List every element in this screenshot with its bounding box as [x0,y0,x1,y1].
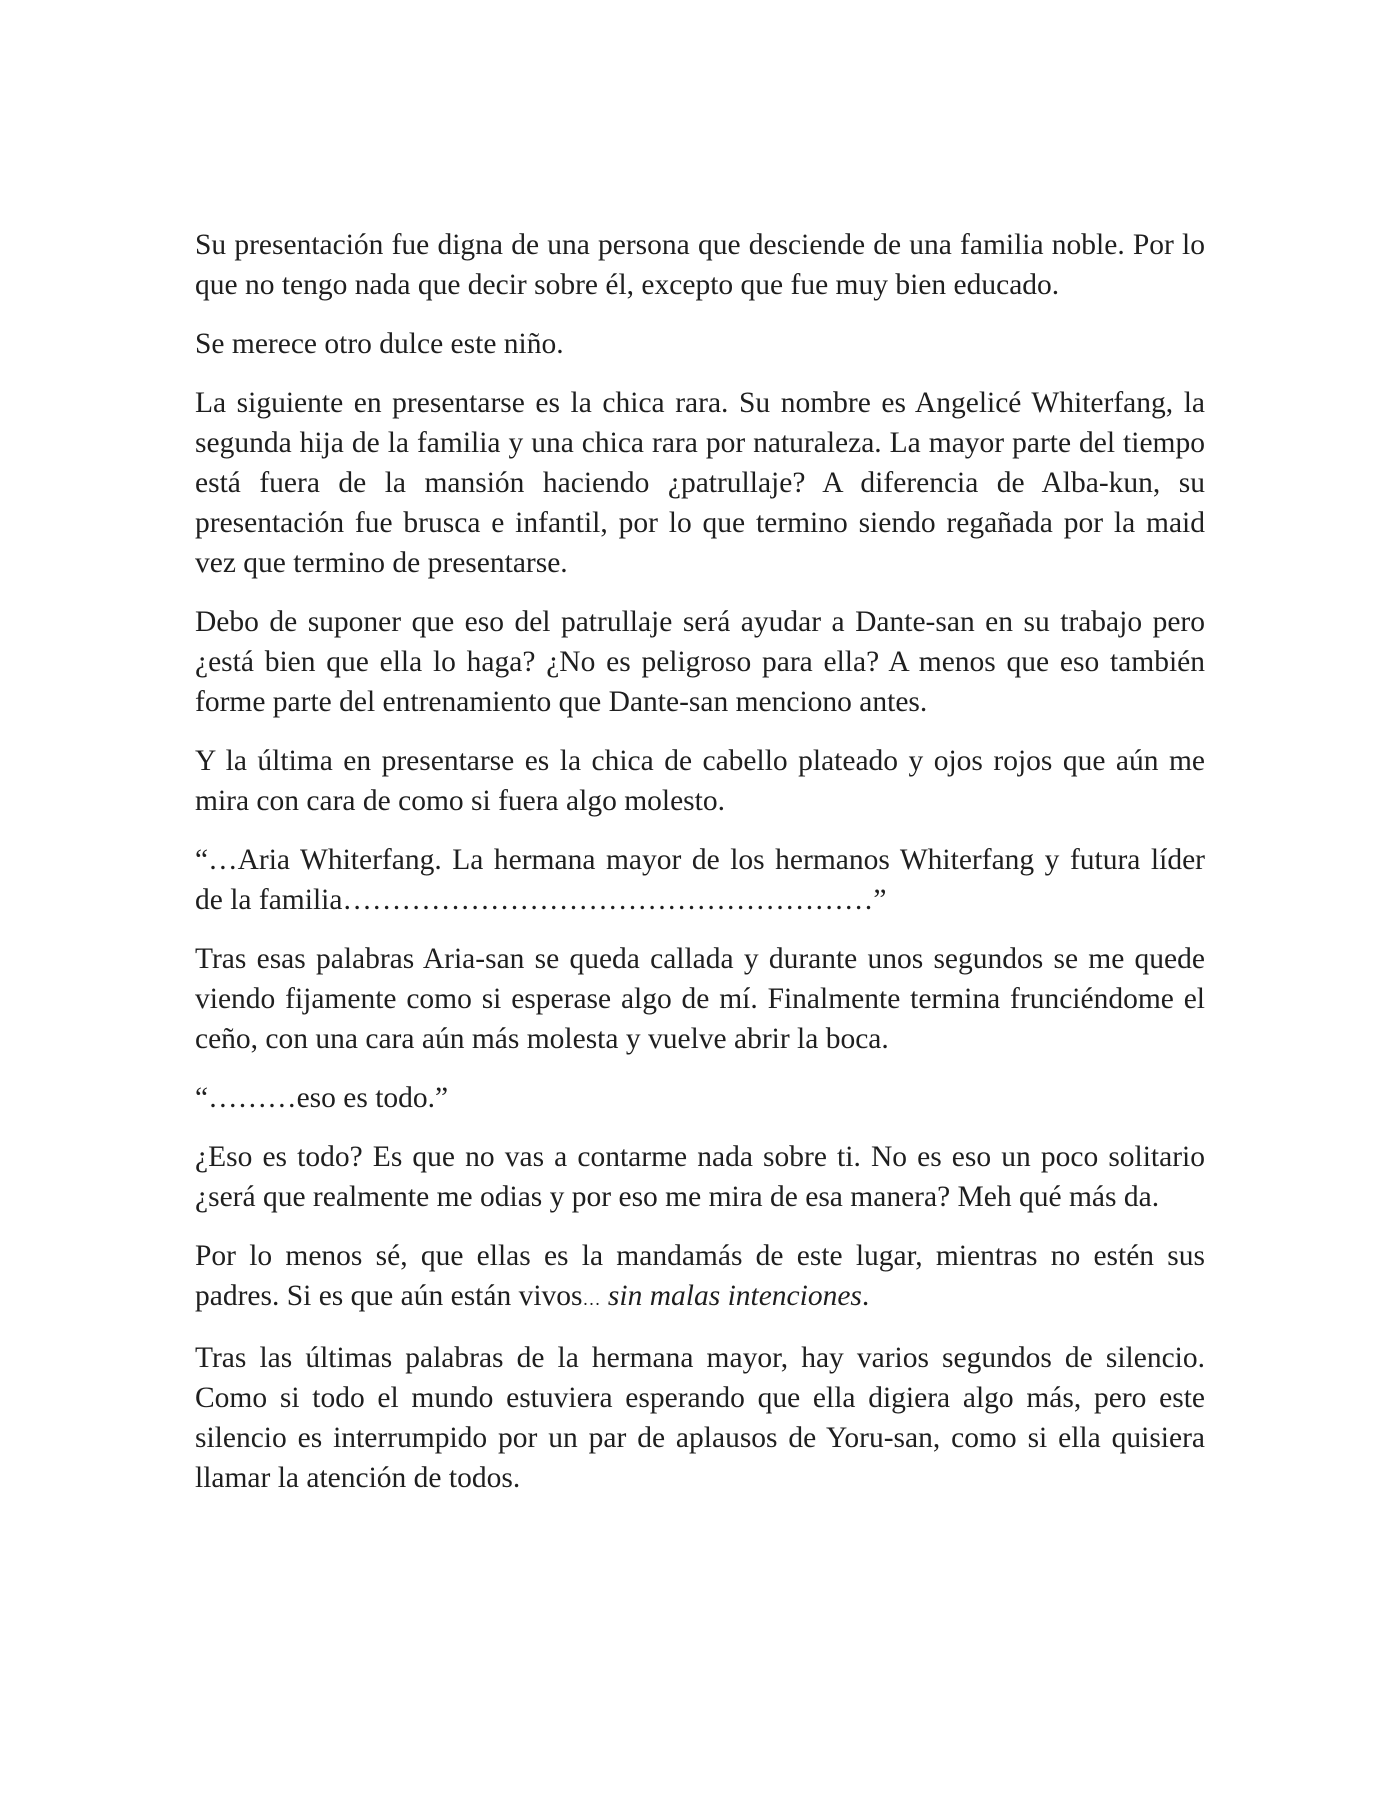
paragraph-10-ellipsis: … [582,1289,601,1309]
paragraph-2: Se merece otro dulce este niño. [195,328,564,360]
paragraph-5: Y la última en presentarse es la chica de cabello plateado y ojos rojos que aún me mira con cara de como si fuera algo molesto. [195,745,1205,817]
paragraph-11: Tras las últimas palabras de la hermana mayor, hay varios segundos de silencio. Como si todo el mundo estuviera esperando que ella digiera algo más, pero este silencio es interrumpido por un par de aplausos de Yoru-san, como si ella quisiera llamar la atención de todos. [195,1342,1205,1494]
paragraph-8-dialogue: “………eso es todo.” [195,1082,449,1114]
paragraph-10-italic: sin malas intenciones [607,1280,862,1312]
paragraph-6-dialogue: “…Aria Whiterfang. La hermana mayor de los hermanos Whiterfang y futura líder de la familia………………………………………………” [195,844,1205,916]
paragraph-9: ¿Eso es todo? Es que no vas a contarme nada sobre ti. No es eso un poco solitario ¿será que realmente me odias y por eso me mira de esa manera? Meh qué más da. [195,1141,1205,1213]
paragraph-10 [195,1236,1205,1319]
document-body [195,225,1205,1517]
paragraph-3: La siguiente en presentarse es la chica rara. Su nombre es Angelicé Whiterfang, la segunda hija de la familia y una chica rara por naturaleza. La mayor parte del tiempo está fuera de la mansión haciendo ¿patrullaje? A diferencia de Alba-kun, su presentación fue brusca e infantil, por lo que termino siendo regañada por la maid vez que termino de presentarse. [195,387,1205,579]
paragraph-10-end: . [861,1280,870,1312]
paragraph-4: Debo de suponer que eso del patrullaje será ayudar a Dante-san en su trabajo pero ¿está bien que ella lo haga? ¿No es peligroso para ella? A menos que eso también forme parte del entrenamiento que Dante-san menciono antes. [195,606,1205,718]
paragraph-10-text: Por lo menos sé, que ellas es la mandamás de este lugar, mientras no estén sus padres. Si es que aún están vivos [195,1240,1205,1312]
paragraph-7: Tras esas palabras Aria-san se queda callada y durante unos segundos se me quede viendo fijamente como si esperase algo de mí. Finalmente termina frunciéndome el ceño, con una cara aún más molesta y vuelve abrir la boca. [195,943,1205,1055]
paragraph-1: Su presentación fue digna de una persona que desciende de una familia noble. Por lo que no tengo nada que decir sobre él, excepto que fue muy bien educado. [195,229,1205,301]
